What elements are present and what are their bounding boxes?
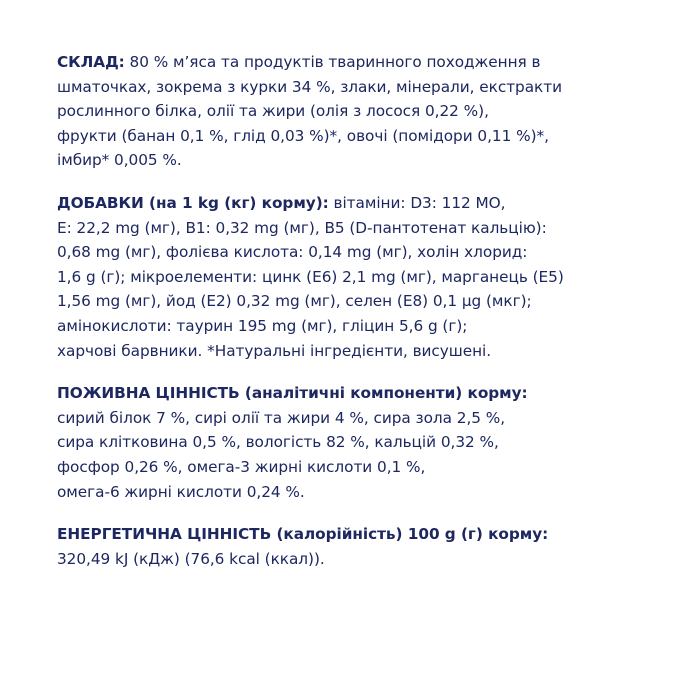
additives-line-7: харчові барвники. *Натуральні інгредієнти, висушені. xyxy=(57,341,492,360)
additives-line-2: E: 22,2 mg (мг), B1: 0,32 mg (мг), B5 (D-пантотенат кальцію): xyxy=(57,218,547,237)
nutrition-line-3: фосфор 0,26 %, омега-3 жирні кислоти 0,1 %, xyxy=(57,457,426,476)
additives-line-6: амінокислоти: таурин 195 mg (мг), гліцин 5,6 g (г); xyxy=(57,316,468,335)
nutrition-line-2: сира клітковина 0,5 %, вологість 82 %, кальцій 0,32 %, xyxy=(57,433,499,452)
nutrition-section xyxy=(57,381,657,504)
additives-heading: ДОБАВКИ (на 1 kg (кг) корму): xyxy=(57,193,329,212)
nutrition-line-1: сирий білок 7 %, сирі олії та жири 4 %, сира зола 2,5 %, xyxy=(57,408,506,427)
energy-section xyxy=(57,522,657,571)
composition-line-4: фрукти (банан 0,1 %, глід 0,03 %)*, овочі (помідори 0,11 %)*, xyxy=(57,126,549,145)
additives-section xyxy=(57,191,657,363)
additives-line-5: 1,56 mg (мг), йод (E2) 0,32 mg (мг), селен (E8) 0,1 µg (мкг); xyxy=(57,292,532,311)
additives-text: вітаміни: D3: 112 МО, xyxy=(328,193,506,212)
label-text-block xyxy=(57,50,657,589)
composition-line-2: шматочках, зокрема з курки 34 %, злаки, мінерали, екстракти xyxy=(57,77,562,96)
energy-heading: ЕНЕРГЕТИЧНА ЦІННІСТЬ (калорійність) 100 g (г) корму: xyxy=(57,525,549,544)
nutrition-line-4: омега-6 жирні кислоти 0,24 %. xyxy=(57,482,305,501)
additives-line-4: 1,6 g (г); мікроелементи: цинк (E6) 2,1 mg (мг), марганець (E5) xyxy=(57,267,564,286)
composition-line-5: імбир* 0,005 %. xyxy=(57,151,182,170)
additives-line-3: 0,68 mg (мг), фолієва кислота: 0,14 mg (мг), холін хлорид: xyxy=(57,243,528,262)
energy-line-1: 320,49 kJ (кДж) (76,6 kcal (ккал)). xyxy=(57,549,325,568)
composition-heading: СКЛАД: xyxy=(57,53,125,71)
nutrition-heading: ПОЖИВНА ЦІННІСТЬ (аналітичні компоненти) корму: xyxy=(57,384,528,403)
composition-line-1 xyxy=(57,50,657,75)
composition-line-3: рослинного білка, олії та жири (олія з лосося 0,22 %), xyxy=(57,102,489,121)
composition-text: 80 % м’яса та продуктів тваринного походження в xyxy=(124,53,541,71)
additives-line-1 xyxy=(57,191,657,216)
composition-section xyxy=(57,50,657,173)
